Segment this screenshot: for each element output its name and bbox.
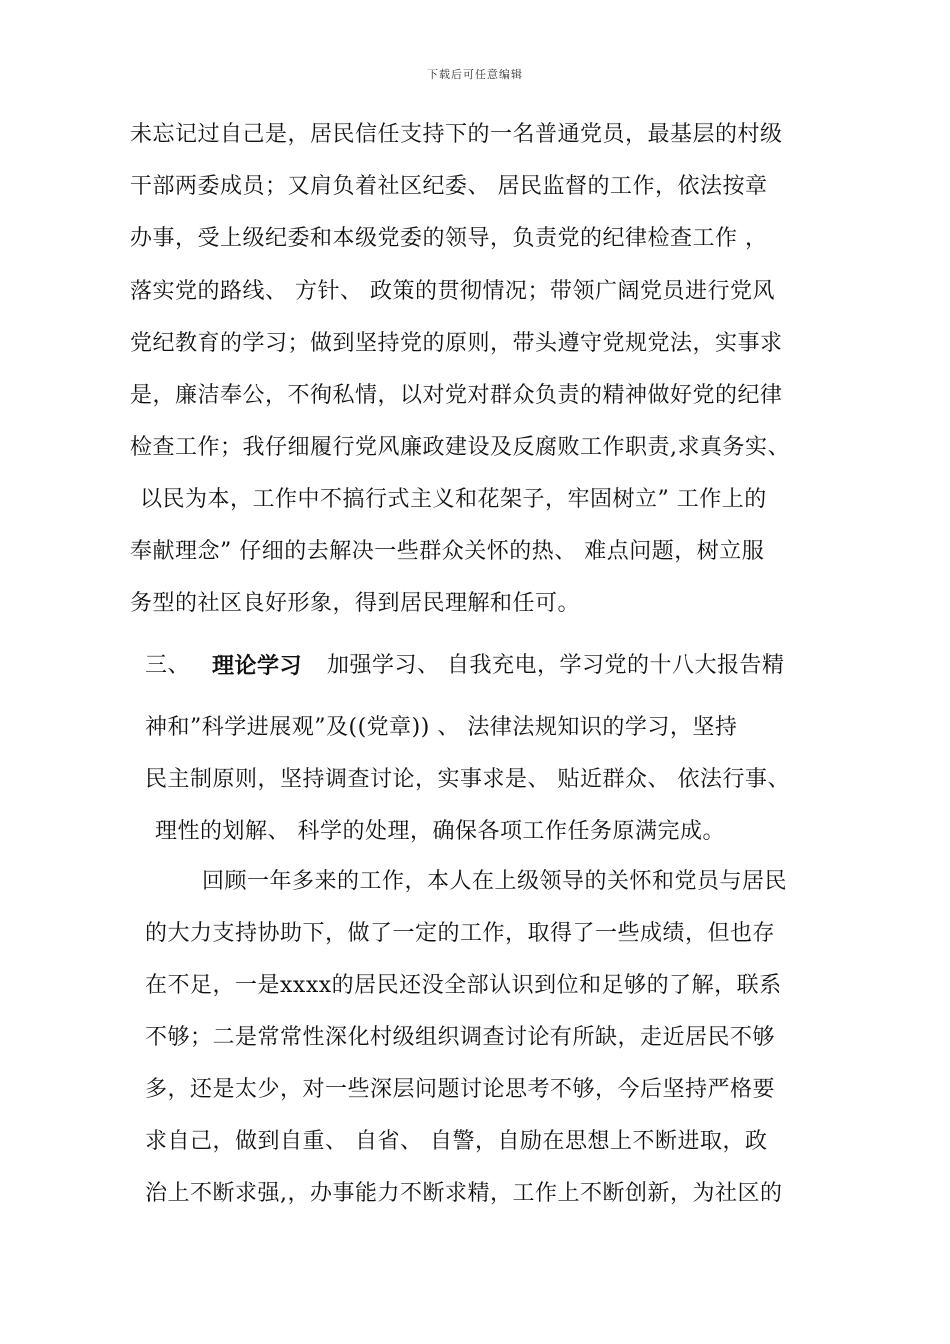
paragraph-1-line: 落实党的路线、 方针、 政策的贯彻情况；带领广阔党员进行党风 (130, 279, 775, 304)
paragraph-3-line: 的大力支持协助下，做了一定的工作，取得了一些成绩，但也存 (145, 921, 776, 946)
paragraph-1-line: 干部两委成员；又肩负着社区纪委、 居民监督的工作，依法按章 (130, 174, 768, 199)
paragraph-1-line: 未忘记过自己是，居民信任支持下的一名普通党员，最基层的村级 (130, 122, 783, 147)
paragraph-1-line: 务型的社区良好形象，得到居民理解和任可。 (130, 591, 581, 616)
paragraph-3-line: 治上不断求强,，办事能力不断求精，工作上不断创新，为社区的 (145, 1181, 783, 1206)
paragraph-1-line: 以民为本，工作中不搞行式主义和花架子，牢固树立” 工作上的 (140, 487, 767, 512)
section-title: 理论学习 (212, 653, 303, 679)
paragraph-1-line: 奉献理念” 仔细的去解决一些群众关怀的热、 难点问题，树立服 (130, 539, 765, 564)
paragraph-1-line: 党纪教育的学习；做到坚持党的原则，带头遵守党规党法，实事求 (130, 331, 783, 356)
paragraph-3-line: 求自己，做到自重、 自省、 自警，自励在思想上不断进取，政 (145, 1129, 768, 1154)
section-body-line: 神和”科学进展观”及((党章)) 、 法律法规知识的学习，坚持 (145, 715, 738, 740)
section-body-line: 民主制原则，坚持调查讨论，实事求是、 贴近群众、 依法行事、 (145, 767, 790, 792)
page-header: 下载后可任意编辑 (427, 68, 523, 81)
paragraph-3-line: 多，还是太少，对一些深层问题讨论思考不够，今后坚持严格要 (145, 1077, 776, 1102)
section-number: 三、 (145, 653, 191, 678)
section-body-line: 理性的划解、 科学的处理，确保各项工作任务原满完成。 (155, 819, 725, 844)
paragraph-1-line: 办事，受上级纪委和本级党委的领导，负责党的纪律检查工作 ， (130, 226, 768, 251)
paragraph-1-line: 是，廉洁奉公，不徇私情，以对党对群众负责的精神做好党的纪律 (130, 383, 783, 408)
paragraph-3-line: 在不足，一是xxxx的居民还没全部认识到位和足够的了解，联系 (145, 973, 782, 998)
section-first-line: 加强学习、 自我充电，学习党的十八大报告精 (327, 653, 785, 678)
paragraph-1-line: 检查工作；我仔细履行党风廉政建设及反腐败工作职责,求真务实、 (130, 435, 790, 460)
paragraph-3-line: 回顾一年多来的工作，本人在上级领导的关怀和党员与居民 (202, 869, 788, 894)
paragraph-3-line: 不够；二是常常性深化村级组织调查讨论有所缺，走近居民不够 (145, 1025, 776, 1050)
